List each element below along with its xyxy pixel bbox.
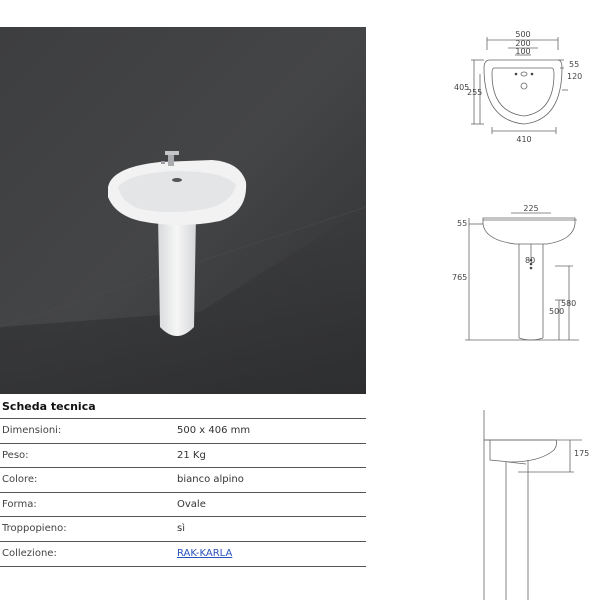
product-photo — [0, 27, 366, 394]
dim-175: 175 — [574, 449, 590, 458]
collection-link[interactable]: RAK-KARLA — [177, 547, 233, 559]
spec-label: Collezione: — [2, 547, 57, 559]
spec-label: Peso: — [2, 449, 29, 461]
dim-500: 500 — [515, 30, 531, 39]
dim-410: 410 — [516, 135, 532, 144]
spec-value: 21 Kg — [177, 449, 206, 461]
spec-label: Dimensioni: — [2, 425, 62, 436]
spec-row-peso — [0, 443, 366, 468]
spec-value: Ovale — [177, 498, 206, 510]
front-view-drawing — [452, 200, 600, 355]
spec-row-collezione — [0, 541, 366, 567]
spec-row-forma — [0, 492, 366, 517]
spec-label: Troppopieno: — [2, 523, 67, 535]
spec-value: bianco alpino — [177, 474, 244, 486]
dim-255: 255 — [467, 88, 483, 97]
dim-580: 580 — [561, 299, 577, 308]
dim-405: 405 — [454, 83, 470, 92]
spec-label: Forma: — [2, 498, 37, 510]
dim-55: 55 — [569, 60, 580, 69]
spec-table — [0, 396, 366, 567]
spec-label: Colore: — [2, 474, 38, 486]
spec-value: 500 x 406 mm — [177, 425, 251, 436]
dim-765: 765 — [452, 273, 468, 282]
spec-row-dimensioni — [0, 418, 366, 443]
spec-row-troppopieno — [0, 516, 366, 541]
spec-row-colore — [0, 467, 366, 492]
spec-table-title: Scheda tecnica — [2, 400, 96, 413]
top-view-drawing — [440, 28, 600, 144]
side-view-drawing — [470, 410, 600, 600]
dim-80: 80 — [525, 256, 536, 265]
dim-55: 55 — [457, 219, 468, 228]
dim-100: 100 — [515, 47, 531, 56]
dim-500: 500 — [549, 307, 565, 316]
dim-225: 225 — [523, 204, 539, 213]
dim-200: 200 — [515, 39, 531, 48]
spec-value: sì — [177, 523, 185, 535]
dim-120: 120 — [567, 72, 583, 81]
